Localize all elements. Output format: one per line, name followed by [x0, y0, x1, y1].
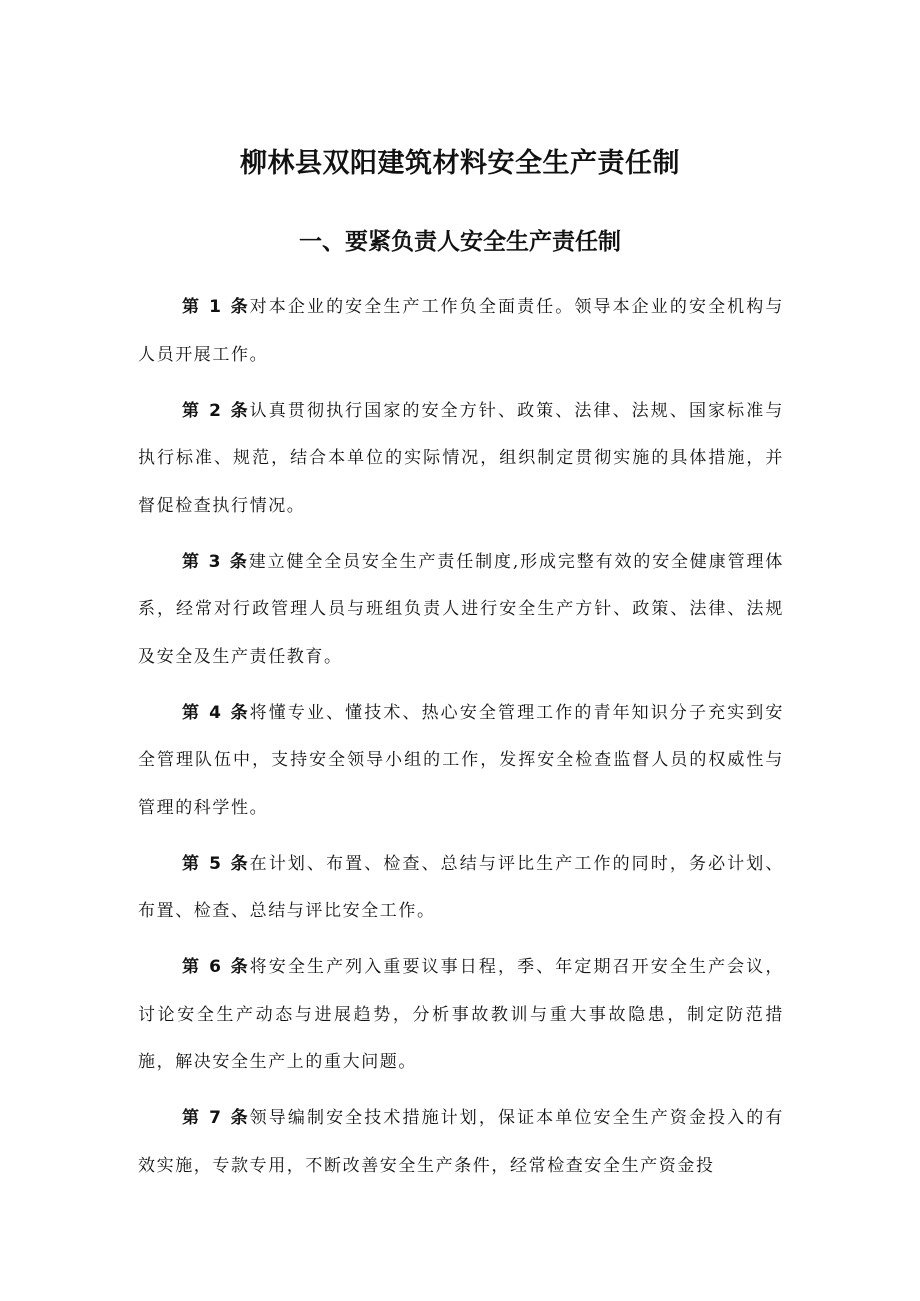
article-number: 第 5 条	[182, 853, 250, 874]
article-text: 将懂专业、懂技术、热心安全管理工作的青年知识分子充实到安全管理队伍中，支持安全领导小组的工作，发挥安全检查监督人员的权威性与管理的科学性。	[138, 702, 784, 818]
document-title: 柳林县双阳建筑材料安全生产责任制	[240, 148, 680, 179]
article-6	[138, 944, 784, 1087]
article-number: 第 4 条	[182, 702, 250, 723]
article-1	[138, 284, 784, 379]
article-text: 认真贯彻执行国家的安全方针、政策、法律、法规、国家标准与执行标准、规范，结合本单位的实际情况，组织制定贯彻实施的具体措施，并督促检查执行情况。	[138, 400, 784, 516]
article-text: 在计划、布置、检查、总结与评比生产工作的同时，务必计划、布置、检查、总结与评比安全工作。	[138, 853, 784, 921]
article-number: 第 3 条	[182, 551, 249, 572]
section-heading: 一、要紧负责人安全生产责任制	[299, 229, 621, 255]
article-number: 第 6 条	[182, 957, 250, 977]
article-4	[138, 690, 784, 833]
article-text: 建立健全全员安全生产责任制度,形成完整有效的安全健康管理体系，经常对行政管理人员与班组负责人进行安全生产方针、政策、法律、法规及安全及生产责任教育。	[138, 551, 784, 667]
article-7	[138, 1095, 784, 1190]
article-number: 第 1 条	[182, 297, 250, 317]
article-text: 领导编制安全技术措施计划，保证本单位安全生产资金投入的有效实施，专款专用，不断改善安全生产条件，经常检查安全生产资金投	[138, 1108, 784, 1176]
article-2	[138, 388, 784, 531]
article-3	[138, 539, 784, 682]
document-body	[138, 284, 784, 1199]
article-text: 将安全生产列入重要议事日程，季、年定期召开安全生产会议，讨论安全生产动态与进展趋势，分析事故教训与重大事故隐患，制定防范措施，解决安全生产上的重大问题。	[138, 957, 784, 1072]
article-text: 对本企业的安全生产工作负全面责任。领导本企业的安全机构与人员开展工作。	[138, 297, 784, 365]
article-5	[138, 841, 784, 936]
article-number: 第 7 条	[182, 1108, 250, 1128]
article-number: 第 2 条	[182, 400, 250, 421]
